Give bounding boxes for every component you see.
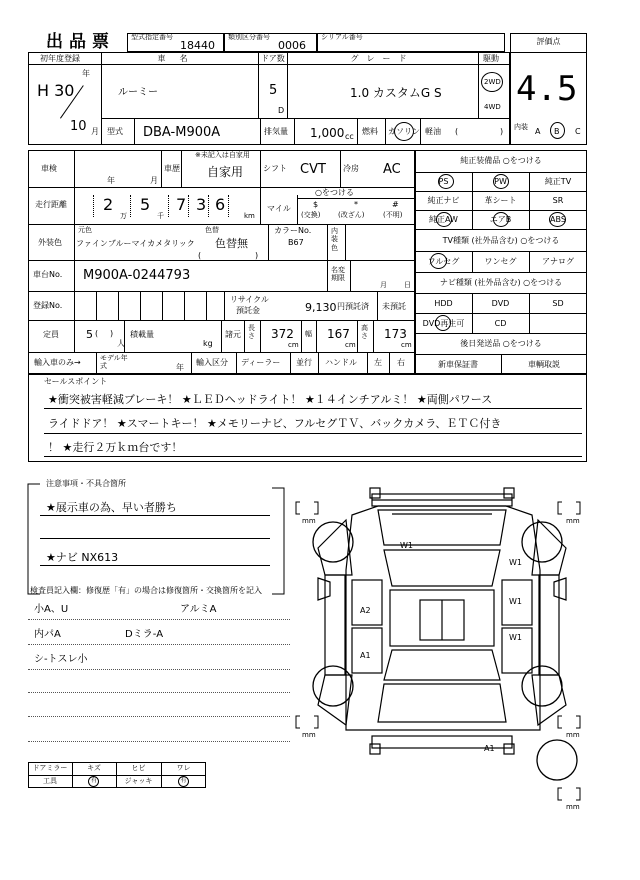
mark-front-right: W1 (509, 558, 522, 567)
color-label: 外装色 (38, 238, 62, 247)
recycle-label-2: 預託金 (236, 306, 260, 315)
navi-title: ナビ種類 (社外品含む) ○をつける (439, 278, 563, 287)
mark-door-right-front: W1 (509, 597, 522, 606)
tv-fullseg: フルセグ (427, 257, 460, 266)
mm-rl: mm (302, 731, 316, 739)
length-unit: cm (288, 341, 299, 349)
width-value: 167 (327, 327, 350, 341)
first-reg-label: 初年度登録 (40, 54, 80, 63)
drive-label: 駆動 (483, 54, 499, 63)
sales-line-3: ！ ★走行２万ｋｍ台です！ (48, 441, 183, 454)
ruibetsu-value: 0006 (278, 39, 306, 52)
capacity-unit: 人 (117, 339, 125, 348)
handle-right: 右 (397, 358, 405, 367)
mark-door-right-rear: W1 (509, 633, 522, 642)
insp-1a: 小A、U (34, 604, 69, 615)
doc-title: 出品票 (46, 32, 115, 52)
mark-hood: W1 (400, 541, 413, 550)
ruibetsu-label: 類別区分番号 (228, 33, 270, 41)
interior-label: 内装 (514, 123, 528, 131)
color-change-value: 色替無 (215, 237, 248, 250)
tv-title: TV種類 (社外品含む) ○をつける (442, 236, 560, 245)
meigi-month: 月 (380, 281, 387, 289)
recycle-label-1: リサイクル (230, 295, 269, 304)
fuel-value: ガソリン (388, 127, 420, 136)
import-type-label: 輸入区分 (196, 358, 228, 367)
grade-label: グレード (350, 54, 415, 63)
height-label: 高さ (361, 324, 368, 341)
cc-unit: cc (345, 132, 354, 141)
insp-2b: Dミラ-A (125, 629, 164, 640)
star-sub: (改ざん) (338, 211, 365, 219)
hash-sub: (不明) (383, 211, 403, 219)
light-oil-label: 軽油 (425, 127, 441, 136)
legend-tools: 工具 (43, 777, 57, 785)
navi-cd: CD (494, 319, 507, 328)
ac-label: 冷房 (343, 164, 359, 173)
parallel-label: 並行 (296, 358, 312, 367)
door-type: D (278, 106, 285, 115)
dollar-mark: $ (313, 200, 319, 209)
width-label: 幅 (305, 330, 312, 338)
reg-label: 登録No. (33, 301, 63, 310)
later-title: 後日発送品 ○をつける (460, 339, 542, 348)
dim-label: 諸元 (225, 330, 241, 339)
sales-line-2: ライドドア！ ★スマートキー！ ★メモリーナビ、フルセグＴＶ、バックカメラ、ＥＴＣ付き (48, 417, 502, 430)
sales-label: セールスポイント (44, 377, 108, 386)
hash-mark: # (392, 200, 399, 209)
score-label: 評価点 (536, 37, 561, 46)
kata-value: 18440 (180, 39, 215, 52)
load-label: 積載量 (130, 330, 154, 339)
equip-sr: SR (552, 196, 564, 205)
star-mark: * (354, 200, 358, 209)
serial-label: シリアル番号 (321, 33, 363, 41)
length-label: 長さ (248, 324, 255, 341)
kata-label: 型式指定番号 (131, 33, 173, 41)
first-reg-year-unit: 年 (82, 69, 90, 78)
navi-hdd: HDD (434, 299, 453, 308)
interior-color-label: 内装色 (331, 227, 338, 252)
equip-title: 純正装備品 ○をつける (460, 156, 542, 165)
circle-note: ○をつける (315, 188, 354, 197)
handle-left: 左 (374, 358, 382, 367)
meigi-label: 名変期限 (331, 266, 345, 283)
legend-tools-yes: 有 (90, 777, 97, 784)
dealer-label: ディーラー (241, 358, 281, 367)
mileage-man: 万 (120, 212, 127, 220)
fuel-label: 燃料 (362, 127, 378, 136)
dollar-sub: (交換) (301, 211, 321, 219)
handle-label: ハンドル (325, 358, 357, 367)
model-label: 型式 (107, 127, 123, 136)
mileage-label: 走行距離 (35, 200, 67, 209)
notes-line-2: ★ナビ NX613 (46, 551, 119, 564)
legend-kizu: キズ (87, 764, 101, 772)
navi-sd: SD (552, 299, 564, 308)
legend-jack: ジャッキ (124, 777, 153, 785)
usage-note: ※未記入は自家用 (195, 151, 250, 159)
chassis-label: 車台No. (33, 270, 63, 279)
length-value: 372 (271, 327, 294, 341)
equip-tv: 純正TV (544, 177, 572, 186)
displacement-label: 排気量 (264, 127, 288, 136)
color-no-label: カラーNo. (274, 226, 312, 235)
model-year-unit: 年 (176, 363, 184, 372)
mm-fr: mm (566, 517, 580, 525)
mm-rr: mm (566, 731, 580, 739)
interior-b: B (554, 127, 560, 136)
first-reg-month-unit: 月 (91, 127, 99, 136)
notes-label: 注意事項・不具合箇所 (46, 479, 126, 488)
mileage-digit-3: 7 (176, 195, 187, 214)
capacity-value: 5 (86, 328, 93, 341)
later-manual: 車輌取説 (528, 360, 560, 369)
usage-value: 自家用 (207, 165, 244, 179)
interior-a: A (535, 127, 541, 136)
shift-label: シフト (263, 164, 287, 173)
interior-c: C (575, 127, 581, 136)
width-unit: cm (345, 341, 356, 349)
equip-navi: 純正ナビ (427, 196, 460, 205)
sales-line-1: ★衝突被害軽減ブレーキ！ ★ＬＥＤヘッドライト！ ★１４インチアルミ！ ★両側パワース (48, 393, 493, 406)
color-orig-value: ファインブルーマイカメタリック (76, 239, 195, 248)
later-warranty: 新車保証書 (438, 360, 478, 369)
usage-label: 車歴 (164, 164, 180, 173)
mileage-digit-1: 2 (103, 195, 114, 214)
navi-dvd: DVD (491, 299, 510, 308)
mileage-km: km (244, 212, 255, 220)
equip-pw: PW (494, 177, 507, 186)
load-unit: kg (203, 339, 213, 348)
chassis-value: M900A-0244793 (83, 268, 191, 283)
height-value: 173 (384, 327, 407, 341)
mileage-sen: 千 (157, 212, 164, 220)
equip-abs: ABS (550, 215, 566, 224)
insp-3a: シ-トスレ小 (34, 654, 88, 665)
shaken-month-unit: 月 (150, 176, 158, 185)
capacity-label: 定員 (43, 330, 59, 339)
insp-2a: 内パA (34, 629, 61, 640)
inspector-label: 検査員記入欄：修復歴「有」の場合は修復箇所・交換箇所を記入 (30, 586, 262, 595)
grade-value: 1.0 カスタムG S (350, 86, 442, 100)
mileage-digit-5: 6 (215, 195, 226, 214)
mm-fl: mm (302, 517, 316, 525)
equip-ps: PS (438, 177, 449, 186)
color-orig-label: 元色 (78, 226, 92, 234)
equip-airbag: エアB (489, 215, 512, 224)
doors-label: ドア数 (261, 54, 285, 63)
recycle-paid: 円預託済 (337, 302, 369, 311)
legend-ware: ワレ (176, 764, 191, 772)
tv-analog: アナログ (542, 257, 574, 266)
name-label: 車名 (157, 54, 202, 63)
color-change-label: 色替 (205, 226, 219, 234)
mark-rear-bumper: A1 (484, 744, 495, 753)
mile-label: マイル (267, 204, 291, 213)
notes-line-1: ★展示車の為、早い者勝ち (46, 501, 177, 514)
recycle-value: 9,130 (305, 301, 337, 314)
model-year-label: モデル年式 (100, 354, 128, 371)
tv-oneseg: ワンセグ (484, 257, 517, 266)
equip-aw: 純正AW (429, 215, 458, 224)
shift-value: CVT (300, 162, 326, 177)
legend-mirror: ドアミラー (32, 764, 68, 772)
mm-spare: mm (566, 803, 580, 811)
recycle-unpaid: 未預託 (382, 302, 406, 311)
shaken-label: 車検 (41, 164, 57, 173)
ac-value: AC (383, 162, 401, 177)
first-reg-era: H 30 (37, 81, 75, 100)
score-value: 4.5 (516, 69, 578, 109)
car-name: ルーミー (118, 87, 158, 98)
drive-4wd: 4WD (484, 103, 501, 111)
mark-door-left-front: A2 (360, 606, 371, 615)
mileage-digit-2: 5 (140, 195, 151, 214)
equip-leather: 革シート (484, 196, 517, 205)
height-unit: cm (401, 341, 412, 349)
mileage-digit-4: 3 (196, 195, 207, 214)
drive-2wd: 2WD (484, 78, 501, 86)
legend-jack-yes: 有 (180, 777, 187, 784)
first-reg-month: 10 (70, 119, 87, 134)
insp-1b: アルミA (180, 604, 217, 615)
displacement-value: 1,000 (310, 126, 345, 140)
doors-value: 5 (269, 83, 278, 98)
meigi-day: 日 (404, 281, 411, 289)
mark-door-left-rear: A1 (360, 651, 371, 660)
legend-hibi: ヒビ (131, 764, 146, 772)
import-label: 輸入車のみ→ (34, 358, 81, 367)
model-value: DBA-M900A (143, 125, 221, 140)
navi-dvd-play: DVD再生可 (422, 319, 465, 328)
shaken-year-unit: 年 (107, 176, 115, 185)
color-no-value: B67 (288, 238, 304, 247)
